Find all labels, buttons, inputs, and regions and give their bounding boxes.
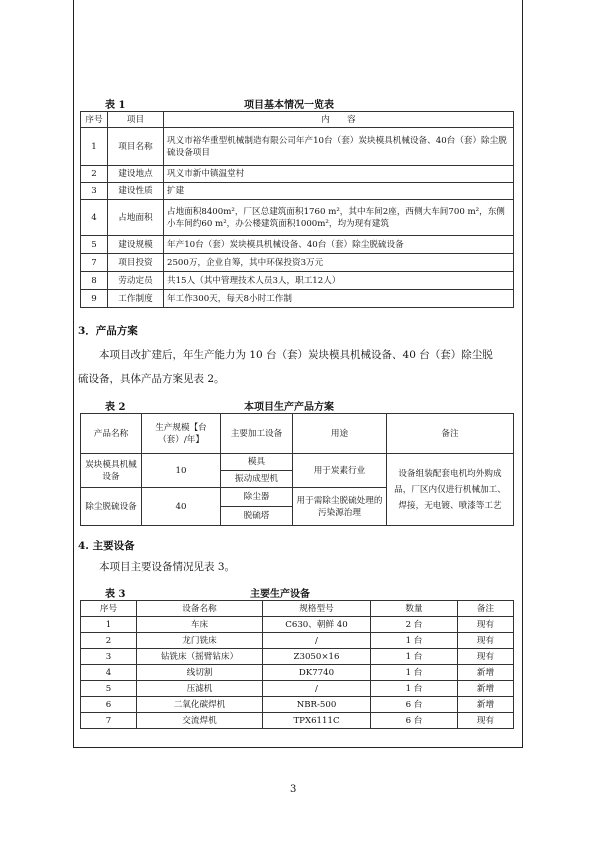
table-row-no: 7 <box>81 254 108 272</box>
table-row-content: 年工作300天，每天8小时工作制 <box>164 290 514 308</box>
product-equipment: 脱硫塔 <box>221 507 293 526</box>
table-row-spec: TPX6111C <box>263 713 371 729</box>
table-row-item: 占地面积 <box>108 200 164 236</box>
table-row-item: 建设性质 <box>108 183 164 200</box>
table-row-item: 项目名称 <box>108 128 164 166</box>
page-number: 3 <box>290 784 297 795</box>
table-row-spec: Z3050×16 <box>263 649 371 665</box>
table-row-note: 新增 <box>458 681 514 697</box>
table-row-no: 3 <box>81 183 108 200</box>
table-row-no: 5 <box>81 236 108 254</box>
table-row-qty: 1 台 <box>371 633 458 649</box>
table-row-no: 9 <box>81 290 108 308</box>
table-row-item: 建设地点 <box>108 166 164 183</box>
main-equipment-table <box>80 600 514 729</box>
table-row-name: 钻铣床（摇臂钻床） <box>137 649 263 665</box>
table2-label: 表 2 <box>105 402 126 413</box>
table-row-no: 3 <box>81 649 137 665</box>
table-row-no: 1 <box>81 128 108 166</box>
product-scale: 10 <box>142 454 221 488</box>
table-row-name: 线切割 <box>137 665 263 681</box>
table-row-note: 新增 <box>458 665 514 681</box>
col-header-no: 序号 <box>81 601 137 617</box>
table-row-spec: / <box>263 633 371 649</box>
col-header-item: 项目 <box>108 112 164 128</box>
section-heading-equipment: 4. 主要设备 <box>78 540 135 552</box>
table-row-no: 7 <box>81 713 137 729</box>
table3-title: 主要生产设备 <box>250 589 310 600</box>
col-header-equipment: 主要加工设备 <box>221 414 293 454</box>
table-row-qty: 2 台 <box>371 617 458 633</box>
project-info-table <box>80 111 514 308</box>
table-row-note: 现有 <box>458 649 514 665</box>
table-row-qty: 1 台 <box>371 665 458 681</box>
table-row-spec: C630、朝鲜 40 <box>263 617 371 633</box>
product-remark: 设备组装配套电机均外购成品，厂区内仅进行机械加工、焊接，无电镀、喷漆等工艺 <box>387 454 514 526</box>
section-heading-products: 3．产品方案 <box>78 325 138 337</box>
table-row-item: 建设规模 <box>108 236 164 254</box>
col-header-no: 序号 <box>81 112 108 128</box>
table-row-qty: 6 台 <box>371 697 458 713</box>
table-row-content: 巩义市新中镇温堂村 <box>164 166 514 183</box>
col-header-spec: 规格型号 <box>263 601 371 617</box>
table-row-no: 2 <box>81 633 137 649</box>
table-row-no: 8 <box>81 272 108 290</box>
table-row-no: 6 <box>81 697 137 713</box>
table-row-note: 现有 <box>458 633 514 649</box>
product-use: 用于需除尘脱硫处理的污染源治理 <box>293 488 387 526</box>
table-row-content: 年产10台（套）炭块模具机械设备、40台（套）除尘脱硫设备 <box>164 236 514 254</box>
table-row-name: 二氧化碳焊机 <box>137 697 263 713</box>
table1-label: 表 1 <box>105 100 126 111</box>
section-paragraph-equipment: 本项目主要设备情况见表 3。 <box>99 561 236 573</box>
table-row-no: 4 <box>81 200 108 236</box>
table-row-no: 4 <box>81 665 137 681</box>
col-header-content: 内 容 <box>164 112 514 128</box>
table-row-item: 工作制度 <box>108 290 164 308</box>
col-header-product: 产品名称 <box>81 414 142 454</box>
table-row-content: 扩建 <box>164 183 514 200</box>
table3-label: 表 3 <box>105 589 126 600</box>
product-equipment: 振动成型机 <box>221 471 293 488</box>
table-row-content: 占地面积8400m²，厂区总建筑面积1760 m²，其中车间2座，西侧大车间700 m²，东侧小车间约60 m²，办公楼建筑面积1000m²，均为现有建筑 <box>164 200 514 236</box>
table2-title: 本项目生产产品方案 <box>244 402 334 413</box>
product-scale: 40 <box>142 488 221 526</box>
product-name: 炭块模具机械设备 <box>81 454 142 488</box>
table-row-name: 压滤机 <box>137 681 263 697</box>
table-row-name: 交流焊机 <box>137 713 263 729</box>
col-header-use: 用途 <box>293 414 387 454</box>
table-row-content: 2500万，企业自筹，其中环保投资3万元 <box>164 254 514 272</box>
table-row-name: 车床 <box>137 617 263 633</box>
table-row-note: 现有 <box>458 617 514 633</box>
table-row-item: 项目投资 <box>108 254 164 272</box>
col-header-remark: 备注 <box>387 414 514 454</box>
col-header-name: 设备名称 <box>137 601 263 617</box>
table-row-spec: NBR-500 <box>263 697 371 713</box>
table-row-item: 劳动定员 <box>108 272 164 290</box>
table-row-content: 共15人（其中管理技术人员3人，职工12人） <box>164 272 514 290</box>
col-header-note: 备注 <box>458 601 514 617</box>
table-row-no: 1 <box>81 617 137 633</box>
table-row-qty: 1 台 <box>371 649 458 665</box>
table-row-no: 2 <box>81 166 108 183</box>
product-plan-table <box>80 413 514 526</box>
table-row-note: 现有 <box>458 713 514 729</box>
product-use: 用于炭素行业 <box>293 454 387 488</box>
table-row-note: 新增 <box>458 697 514 713</box>
table-row-no: 5 <box>81 681 137 697</box>
table-row-content: 巩义市裕华重型机械制造有限公司年产10台（套）炭块模具机械设备、40台（套）除尘脱硫设备项目 <box>164 128 514 166</box>
col-header-qty: 数量 <box>371 601 458 617</box>
table-row-qty: 1 台 <box>371 681 458 697</box>
product-name: 除尘脱硫设备 <box>81 488 142 526</box>
table-row-qty: 6 台 <box>371 713 458 729</box>
table1-title: 项目基本情况一览表 <box>244 100 334 111</box>
product-equipment: 除尘器 <box>221 488 293 507</box>
col-header-scale: 生产规模【台（套）/年】 <box>142 414 221 454</box>
table-row-name: 龙门铣床 <box>137 633 263 649</box>
table-row-spec: / <box>263 681 371 697</box>
section-paragraph-products: 本项目改扩建后，年生产能力为 10 台（套）炭块模具机械设备、40 台（套）除尘脱硫设备，具体产品方案见表 2。 <box>78 349 493 385</box>
table-row-spec: DK7740 <box>263 665 371 681</box>
product-equipment: 模具 <box>221 454 293 471</box>
